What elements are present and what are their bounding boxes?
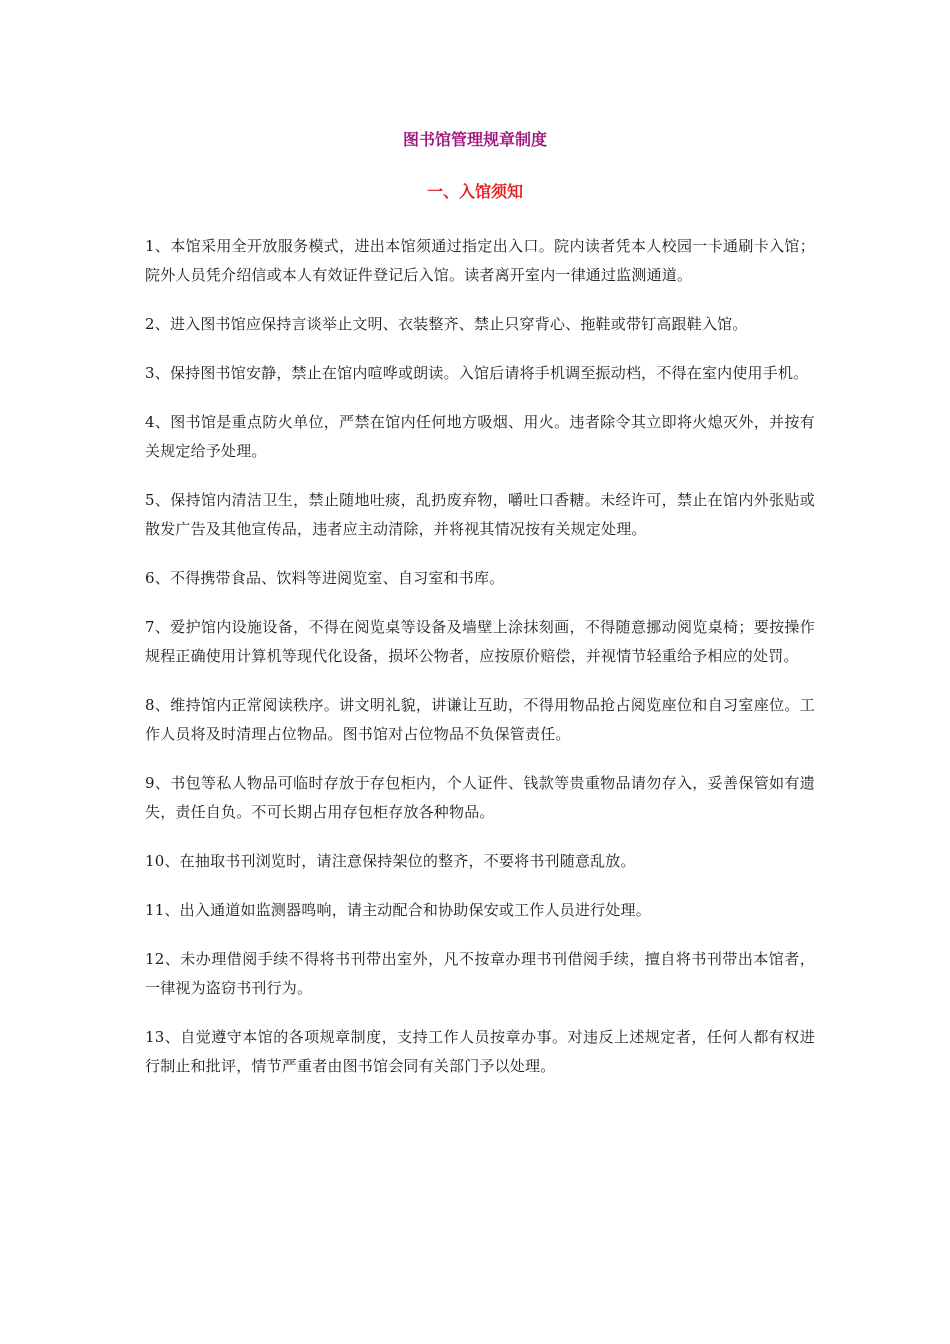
document-title: 图书馆管理规章制度 bbox=[402, 130, 547, 149]
rule-item: 3、保持图书馆安静，禁止在馆内喧哗或朗读。入馆后请将手机调至振动档，不得在室内使用手机。 bbox=[145, 364, 809, 382]
rules-list bbox=[145, 232, 815, 1101]
rule-item: 6、不得携带食品、饮料等进阅览室、自习室和书库。 bbox=[145, 569, 505, 587]
rule-item: 8、维持馆内正常阅读秩序。讲文明礼貌，讲谦让互助，不得用物品抢占阅览座位和自习室座位。工作人员将及时清理占位物品。图书馆对占位物品不负保管责任。 bbox=[145, 696, 815, 743]
rule-item: 4、图书馆是重点防火单位，严禁在馆内任何地方吸烟、用火。违者除令其立即将火熄灭外，并按有关规定给予处理。 bbox=[145, 413, 815, 460]
rule-item: 7、爱护馆内设施设备，不得在阅览桌等设备及墙壁上涂抹刻画，不得随意挪动阅览桌椅；要按操作规程正确使用计算机等现代化设备，损坏公物者，应按原价赔偿，并视情节轻重给予相应的处罚。 bbox=[145, 618, 815, 665]
rule-item: 1、本馆采用全开放服务模式，进出本馆须通过指定出入口。院内读者凭本人校园一卡通刷卡入馆；院外人员凭介绍信或本人有效证件登记后入馆。读者离开室内一律通过监测通道。 bbox=[145, 237, 815, 284]
section-heading: 一、入馆须知 bbox=[426, 182, 523, 201]
rule-item: 13、自觉遵守本馆的各项规章制度，支持工作人员按章办事。对违反上述规定者，任何人都有权进行制止和批评，情节严重者由图书馆会同有关部门予以处理。 bbox=[145, 1028, 815, 1075]
rule-item: 9、书包等私人物品可临时存放于存包柜内，个人证件、钱款等贵重物品请勿存入，妥善保管如有遗失，责任自负。不可长期占用存包柜存放各种物品。 bbox=[145, 774, 815, 821]
rule-item: 2、进入图书馆应保持言谈举止文明、衣装整齐、禁止只穿背心、拖鞋或带钉高跟鞋入馆。 bbox=[145, 315, 748, 333]
rule-item: 10、在抽取书刊浏览时，请注意保持架位的整齐，不要将书刊随意乱放。 bbox=[145, 852, 636, 870]
rule-item: 5、保持馆内清洁卫生，禁止随地吐痰，乱扔废弃物，嚼吐口香糖。未经许可，禁止在馆内外张贴或散发广告及其他宣传品，违者应主动清除，并将视其情况按有关规定处理。 bbox=[145, 491, 815, 538]
rule-item: 11、出入通道如监测器鸣响，请主动配合和协助保安或工作人员进行处理。 bbox=[145, 901, 651, 919]
rule-item: 12、未办理借阅手续不得将书刊带出室外，凡不按章办理书刊借阅手续，擅自将书刊带出本馆者，一律视为盗窃书刊行为。 bbox=[145, 950, 815, 997]
